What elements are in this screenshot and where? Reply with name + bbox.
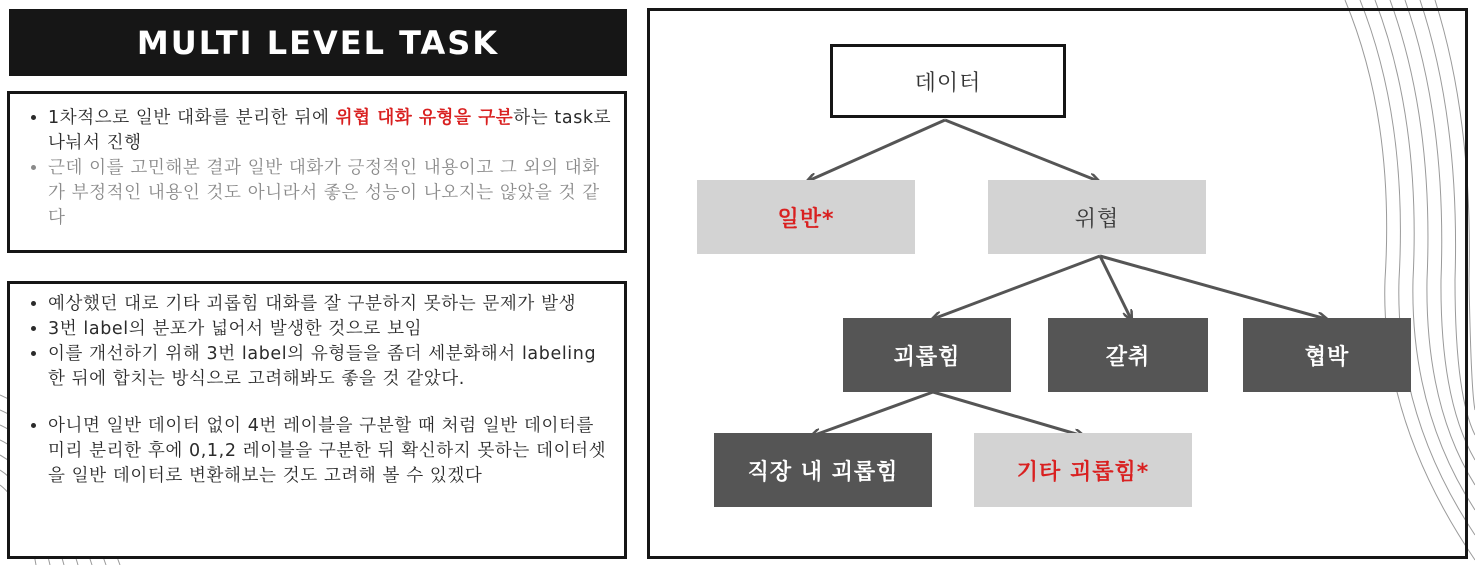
note-item: • 근데 이를 고민해본 결과 일반 대화가 긍정적인 내용이고 그 외의 대화가 부정적인 내용인 것도 아니라서 좋은 성능이 나오지는 않았을 것 같다: [48, 156, 612, 231]
node-intimidation: 협박: [1243, 318, 1411, 392]
note-item: • 예상했던 대로 기타 괴롭힘 대화를 잘 구분하지 못하는 문제가 발생: [48, 292, 612, 317]
notes-bottom-box: [7, 281, 627, 559]
edge-root-threat: [945, 120, 1098, 181]
edge-harassment-workplace: [812, 392, 933, 436]
node-workplace-harassment: 직장 내 괴롭힘: [714, 433, 932, 507]
task-hierarchy-diagram: [647, 8, 1468, 559]
note-item: • 3번 label의 분포가 넓어서 발생한 것으로 보임: [48, 317, 612, 342]
node-general: 일반*: [697, 180, 915, 254]
note-item: • 1차적으로 일반 대화를 분리한 뒤에 위협 대화 유형을 구분하는 task로 나눠서 진행: [48, 106, 612, 156]
page-title: MULTI LEVEL TASK: [9, 9, 627, 76]
highlighted-text: 위협 대화 유형을 구분: [335, 108, 514, 128]
node-extortion: 갈취: [1048, 318, 1208, 392]
edge-harassment-other: [933, 392, 1083, 436]
edge-threat-harassment: [933, 256, 1100, 319]
notes-top-box: [7, 91, 627, 253]
edge-root-general: [808, 120, 945, 181]
node-data: 데이터: [830, 44, 1066, 118]
node-threat: 위협: [988, 180, 1206, 254]
node-other-harassment: 기타 괴롭힘*: [974, 433, 1192, 507]
edge-threat-extortion: [1100, 256, 1131, 319]
edge-threat-intimidation: [1100, 256, 1326, 319]
node-harassment: 괴롭힘: [843, 318, 1011, 392]
note-item: • 이를 개선하기 위해 3번 label의 유형들을 좀더 세분화해서 labeling 한 뒤에 합치는 방식으로 고려해봐도 좋을 것 같았다.: [48, 342, 612, 392]
note-item: • 아니면 일반 데이터 없이 4번 레이블을 구분할 때 처럼 일반 데이터를 미리 분리한 후에 0,1,2 레이블을 구분한 뒤 확신하지 못하는 데이터셋을 일반 데이터로 변환해보는 것도 고려해 볼 수 있겠다: [48, 414, 612, 489]
